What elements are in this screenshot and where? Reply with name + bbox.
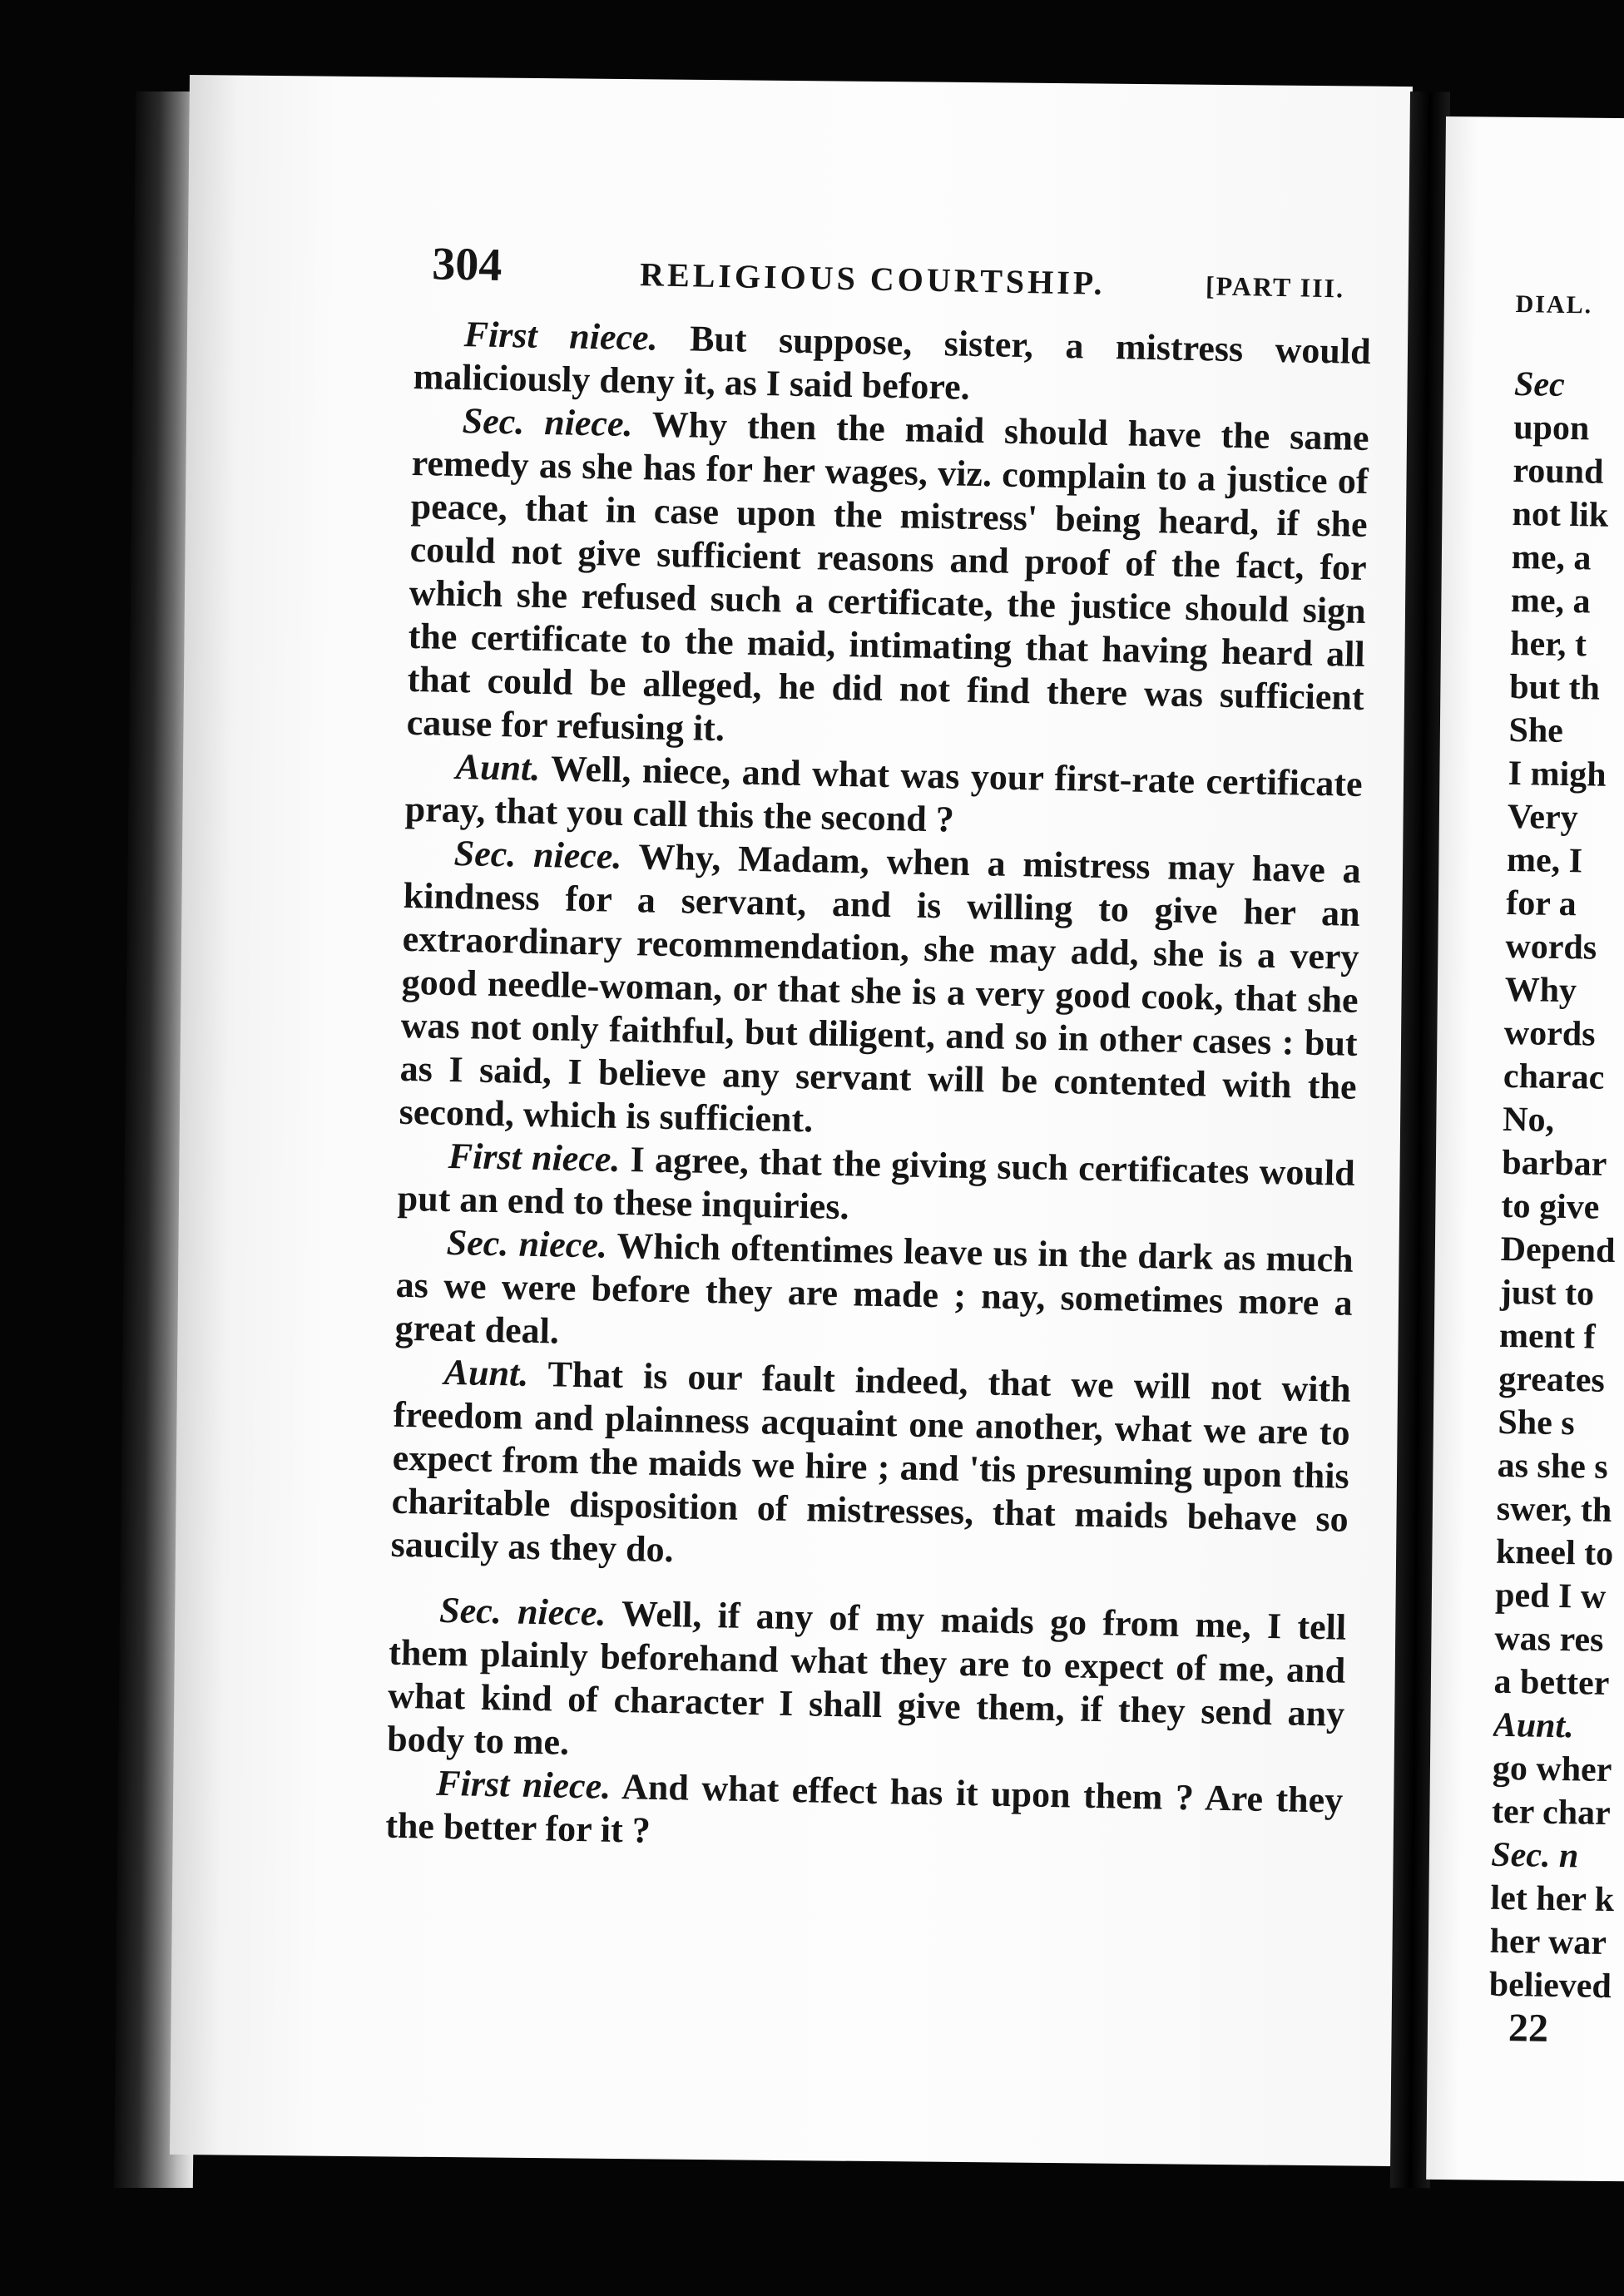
right-page-line: swer, th: [1496, 1489, 1612, 1530]
right-page-line: Why: [1504, 970, 1577, 1011]
page-number: 304: [431, 238, 503, 291]
dialogue-paragraph: [385, 1761, 1344, 1866]
part-label: [PART III.: [1205, 270, 1345, 304]
speaker-name: Sec. niece.: [453, 833, 622, 877]
right-page-line: She: [1508, 710, 1564, 750]
right-page-line: as she s: [1497, 1446, 1609, 1487]
speaker-name: First niece.: [435, 1762, 611, 1807]
right-page-line: ped I w: [1494, 1576, 1607, 1616]
left-page-text: [385, 237, 1373, 1866]
speech-text: And what effect has it upon them ? Are they the better for it ?: [384, 1765, 1344, 1851]
speech-text: Why then the maid should have the same remedy as she has for her wages, viz. complain to a justice of peace, that in case upon the mistress' being heard, if she could not give sufficient reasons and proof of the fact, for which she refused such a certificate, the justice should sign the certificate to the maid, intimating that having heard all that could be alleged, he did not find there was sufficient cause for refusing it.: [406, 403, 1370, 750]
right-page-line: round: [1513, 451, 1604, 492]
right-page-line: just to: [1499, 1273, 1595, 1314]
right-page-line: not lik: [1512, 494, 1609, 535]
right-page-line: but th: [1509, 667, 1601, 708]
right-page-line: for a: [1505, 883, 1577, 924]
speaker-name: Aunt.: [455, 746, 541, 789]
speaker-name: Sec. niece.: [438, 1589, 607, 1634]
speech-text: Well, if any of my maids go from me, I tell them plainly beforehand what they are to expect of me, and what kind of character I shall give them, if they send any body to me.: [386, 1592, 1347, 1763]
right-page-line: ment f: [1498, 1316, 1596, 1357]
right-page-line: believed: [1488, 1965, 1612, 2007]
right-page-line: Aunt.: [1493, 1705, 1575, 1746]
right-running-head: DIAL.: [1515, 289, 1593, 319]
right-page-line: Very: [1507, 797, 1579, 838]
dialogue-paragraph: [406, 398, 1369, 763]
right-page-line: me, I: [1506, 840, 1583, 881]
right-page-line: barbar: [1502, 1143, 1607, 1184]
right-page-line: upon: [1513, 408, 1590, 448]
right-page-line: She s: [1498, 1403, 1576, 1443]
dialogue-paragraph: [390, 1350, 1351, 1585]
right-page-line: go wher: [1492, 1749, 1612, 1790]
speaker-name: Sec. niece.: [462, 400, 633, 445]
right-page-line: a better: [1493, 1662, 1610, 1703]
speech-text: Well, niece, and what was your first-rate certificate pray, that you call this the second ?: [404, 747, 1364, 840]
speaker-name: First niece.: [448, 1135, 621, 1180]
speaker-name: First niece.: [463, 314, 659, 359]
right-page-line: kneel to: [1495, 1532, 1614, 1574]
dialogue-paragraph: [394, 1220, 1354, 1368]
right-page-line: words: [1503, 1013, 1596, 1054]
speech-text: Which oftentimes leave us in the dark as much as we were before they are made ; nay, sometimes more a great deal.: [394, 1225, 1354, 1352]
running-title: RELIGIOUS COURTSHIP.: [639, 255, 1107, 302]
speech-text: That is our fault indeed, that we will not with freedom and plainness acquaint one another, what we are to expect from the maids we hire ; and 'tis presuming upon this charitable disposition of mistresses, that maids behave so saucily as they do.: [390, 1353, 1352, 1571]
right-page-line: to give: [1501, 1186, 1600, 1227]
right-page-line: words: [1505, 927, 1597, 967]
speech-text: But suppose, sister, a mistress would maliciously deny it, as I said before.: [413, 317, 1372, 408]
right-page-line: me, a: [1510, 581, 1591, 621]
speech-text: I agree, that the giving such certificates would put an end to these inquiries.: [397, 1138, 1356, 1228]
speaker-name: Aunt.: [443, 1351, 529, 1394]
right-page-line: ter char: [1491, 1792, 1612, 1833]
right-page-line: Sec: [1513, 364, 1566, 404]
signature-mark: 22: [1508, 2006, 1549, 2051]
right-page-line: greates: [1498, 1359, 1606, 1400]
right-page-line: her war: [1489, 1922, 1607, 1962]
right-page-line: charac: [1503, 1056, 1605, 1097]
right-page-line: let her k: [1490, 1878, 1615, 1920]
scan-background-left: [0, 0, 125, 2296]
speaker-name: Sec. niece.: [446, 1221, 608, 1266]
speech-text: Why, Madam, when a mistress may have a kindness for a servant, and is willing to give her an extraordinary recommendation, she may add, she is a very good needle-woman, or that she is a very good cook, that she was not only faithful, but diligent, and so in other cases : but as I said, I believe any servant will be contented with the second, which is sufficient.: [399, 835, 1362, 1141]
right-page-line: Sec. n: [1490, 1835, 1579, 1876]
right-page-line: was res: [1494, 1619, 1604, 1660]
right-page-line: No,: [1502, 1100, 1555, 1140]
right-page-line: her, t: [1509, 624, 1587, 665]
right-page-line: me, a: [1511, 537, 1592, 578]
right-page-line: Depend: [1500, 1230, 1616, 1271]
dialogue-paragraph: [399, 831, 1361, 1152]
dialogue-paragraph: [387, 1588, 1347, 1779]
dialogue-paragraphs: [385, 312, 1371, 1866]
right-page-line: I migh: [1508, 754, 1607, 794]
